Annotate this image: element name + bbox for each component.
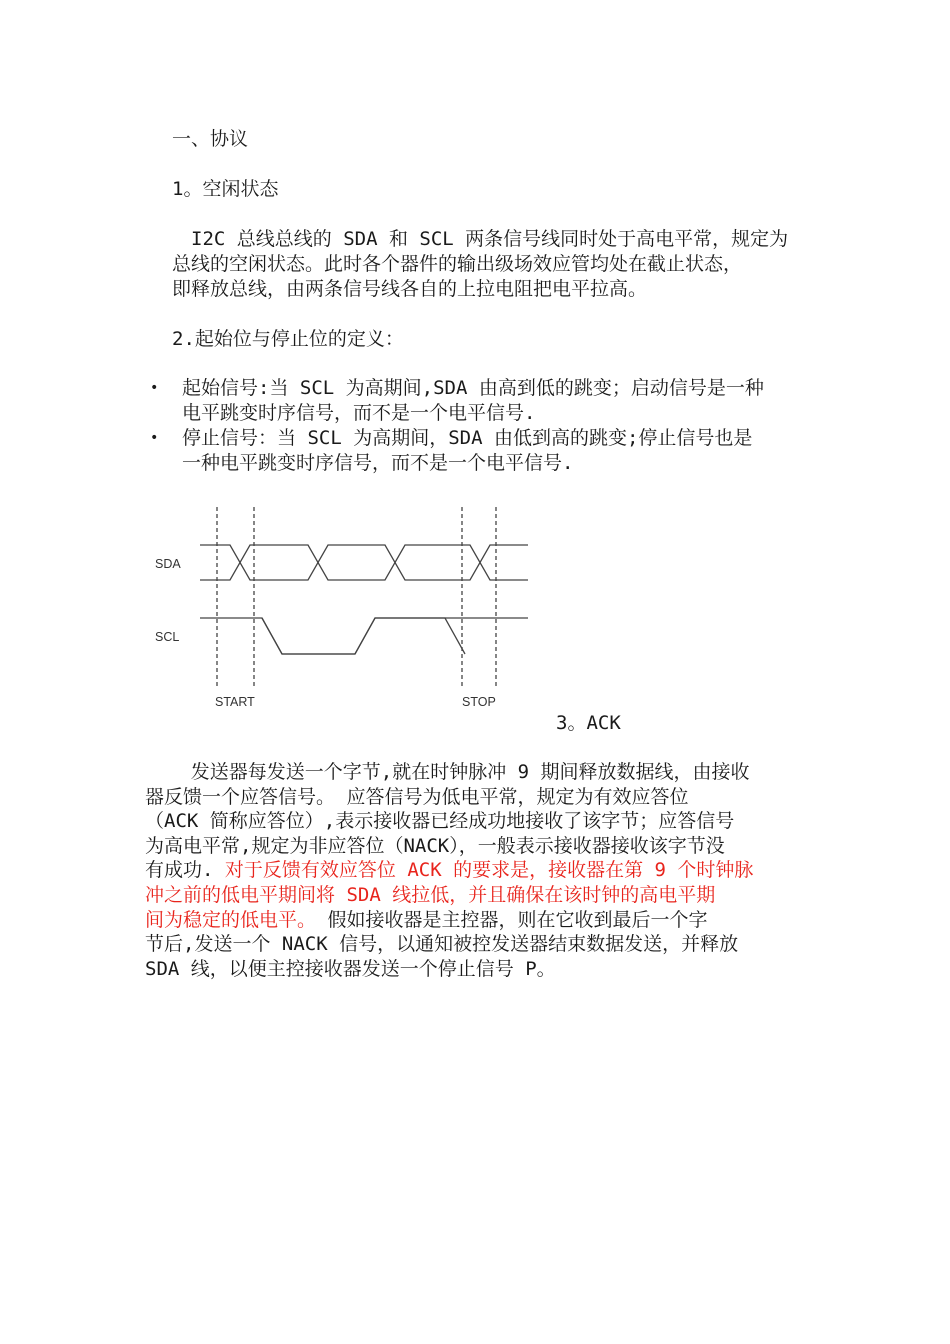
highlighted-text: 对于反馈有效应答位 ACK 的要求是，接收器在第 9 个时钟脉 [224,859,754,882]
stop-signal-line-1: 停止信号：当 SCL 为高期间，SDA 由低到高的跳变;停止信号也是 [182,427,753,449]
idle-paragraph-line-2: 总线的空闲状态。此时各个器件的输出级场效应管均处在截止状态， [172,253,743,275]
stop-label: STOP [462,695,496,709]
start-label: START [215,695,255,709]
ack-paragraph-line [145,931,738,957]
ack-paragraph-line [145,759,750,785]
body-text: 发送器每发送一个字节,就在时钟脉冲 9 期间释放数据线，由接收 [145,761,750,783]
scl-waveform-high [200,618,528,654]
start-signal-line-1: 起始信号:当 SCL 为高期间,SDA 由高到低的跳变；启动信号是一种 [182,377,764,399]
body-text: 假如接收器是主控器，则在它收到最后一个字 [316,908,708,931]
scl-waveform-low [262,618,465,654]
highlighted-text: 间为稳定的低电平。 [145,908,317,931]
highlighted-text: 冲之前的低电平期间将 SDA 线拉低，并且确保在该时钟的高电平期 [145,884,716,906]
sda-waveform-inverse [200,545,528,580]
body-text: 器反馈一个应答信号。 应答信号为低电平常，规定为有效应答位 [145,785,689,808]
subheading-ack: 3。ACK [556,712,621,734]
ack-paragraph-line [145,956,556,982]
ack-paragraph-line [145,784,688,810]
bullet-dot: • [150,380,159,396]
body-text: SDA 线，以便主控接收器发送一个停止信号 P。 [145,957,556,980]
section-heading-protocol: 一、协议 [172,128,249,150]
bullet-dot: • [150,430,159,446]
idle-paragraph-line-3: 即释放总线，由两条信号线各自的上拉电阻把电平拉高。 [172,278,648,300]
body-text: 有成功. [145,859,225,882]
ack-paragraph-line [145,857,753,883]
start-signal-line-2: 电平跳变时序信号，而不是一个电平信号. [182,402,536,424]
scl-label: SCL [155,630,180,644]
body-text: 节后,发送一个 NACK 信号，以通知被控发送器结束数据发送，并释放 [145,933,739,956]
sda-waveform [200,545,528,580]
ack-paragraph-line [145,882,715,908]
start-stop-timing-diagram [140,500,540,720]
sda-label: SDA [155,557,181,571]
body-text: 为高电平常,规定为非应答位（NACK），一般表示接收器接收该字节没 [145,834,725,857]
ack-paragraph-line [145,808,734,834]
subheading-idle-state: 1。空闲状态 [172,178,279,200]
idle-paragraph-line-1: I2C 总线总线的 SDA 和 SCL 两条信号线同时处于高电平常，规定为 [191,228,789,250]
stop-signal-line-2: 一种电平跳变时序信号，而不是一个电平信号. [182,452,574,474]
ack-paragraph-line [145,833,725,859]
ack-paragraph-line [145,907,707,933]
body-text: （ACK 简称应答位）,表示接收器已经成功地接收了该字节；应答信号 [145,810,735,833]
subheading-start-stop: 2.起始位与停止位的定义： [172,328,404,350]
